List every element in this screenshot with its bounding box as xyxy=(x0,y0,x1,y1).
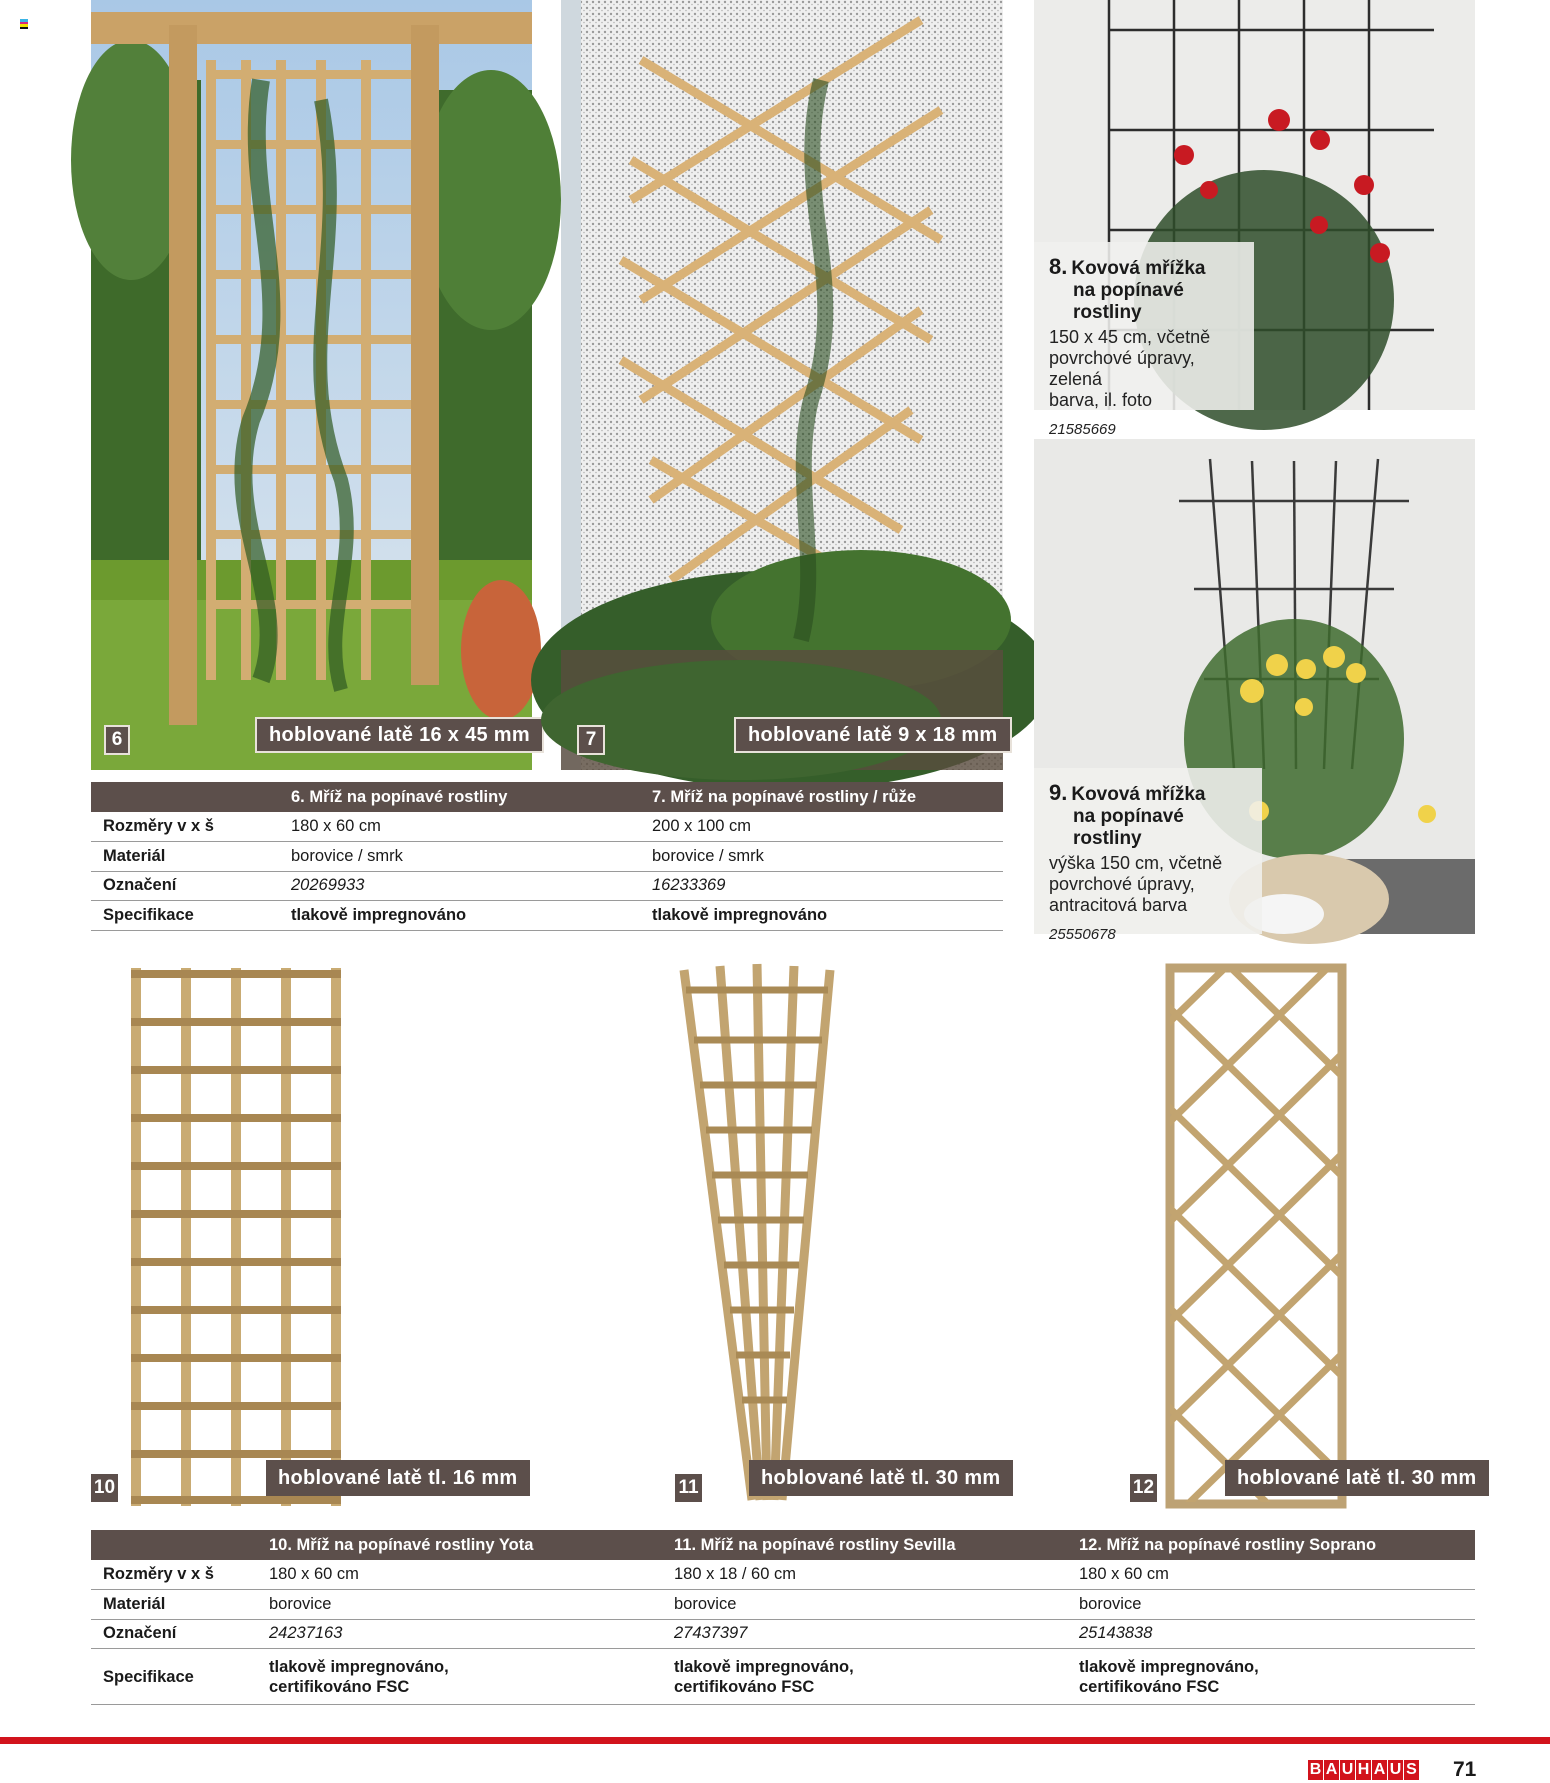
slat-size-label: hoblované latě tl. 30 mm xyxy=(749,1460,1013,1496)
product-code: 25550678 xyxy=(1049,926,1116,943)
product-code: 21585669 xyxy=(1049,421,1116,438)
product-description xyxy=(1049,327,1240,411)
wall-trellis-image xyxy=(561,0,1003,770)
footer-divider xyxy=(0,1737,1550,1744)
product-photo-11 xyxy=(672,960,1012,1506)
table-cell xyxy=(1067,1649,1475,1705)
header-cell: 12. Mříž na popínavé rostliny Soprano xyxy=(1067,1530,1475,1560)
print-color-mark-icon xyxy=(20,19,28,29)
cell-line: certifikováno FSC xyxy=(674,1677,815,1696)
table-cell: 27437397 xyxy=(662,1619,1067,1649)
table-cell: 20269933 xyxy=(279,871,640,901)
logo-letter: A xyxy=(1373,1761,1386,1778)
diamond-trellis-image xyxy=(1128,960,1475,1506)
logo-letter: U xyxy=(1341,1761,1354,1778)
header-cell: 10. Mříž na popínavé rostliny Yota xyxy=(257,1530,662,1560)
table-cell: 24237163 xyxy=(257,1619,662,1649)
product-description xyxy=(1049,853,1248,916)
spec-table-top xyxy=(91,782,1003,931)
table-cell: 180 x 60 cm xyxy=(257,1560,662,1590)
table-cell: 180 x 60 cm xyxy=(279,812,640,842)
row-label: Materiál xyxy=(91,842,279,872)
table-row xyxy=(91,1619,1475,1649)
product-number: 8. xyxy=(1049,254,1068,279)
cell-line: tlakově impregnováno, xyxy=(674,1657,854,1676)
table-row xyxy=(91,812,1003,842)
product-number-badge: 12 xyxy=(1130,1474,1157,1502)
table-cell: borovice xyxy=(257,1590,662,1620)
slat-size-label: hoblované latě 16 x 45 mm xyxy=(255,717,544,753)
logo-letter: U xyxy=(1389,1761,1402,1778)
table-cell: borovice xyxy=(662,1590,1067,1620)
desc-line: barva, il. foto xyxy=(1049,390,1153,410)
table-cell xyxy=(257,1649,662,1705)
table-cell: 16233369 xyxy=(640,871,1003,901)
row-label: Označení xyxy=(91,871,279,901)
header-cell: 11. Mříž na popínavé rostliny Sevilla xyxy=(662,1530,1067,1560)
product-photo-10 xyxy=(91,960,521,1506)
desc-line: povrchové úpravy, xyxy=(1049,874,1195,894)
cell-line: tlakově impregnováno, xyxy=(269,1657,449,1676)
product-title xyxy=(1049,256,1240,324)
header-cell: 6. Mříž na popínavé rostliny xyxy=(279,782,640,812)
fan-trellis-image xyxy=(672,960,1012,1506)
cell-line: certifikováno FSC xyxy=(1079,1677,1220,1696)
cell-line: tlakově impregnováno, xyxy=(1079,1657,1259,1676)
product-number-badge: 7 xyxy=(577,725,605,755)
desc-line: 150 x 45 cm, včetně xyxy=(1049,327,1211,347)
table-row xyxy=(91,871,1003,901)
slat-size-label: hoblované latě tl. 16 mm xyxy=(266,1460,530,1496)
square-trellis-image xyxy=(91,960,521,1506)
logo-letter: A xyxy=(1325,1761,1338,1778)
desc-line: výška 150 cm, včetně xyxy=(1049,853,1223,873)
product-title-line1: Kovová mřížka xyxy=(1071,258,1206,279)
desc-line: antracitová barva xyxy=(1049,895,1188,915)
table-row xyxy=(91,901,1003,931)
slat-size-label: hoblované latě 9 x 18 mm xyxy=(734,717,1012,753)
product-title-line2: na popínavé rostliny xyxy=(1073,280,1184,323)
row-label: Rozměry v x š xyxy=(91,812,279,842)
table-cell xyxy=(662,1649,1067,1705)
header-cell: 7. Mříž na popínavé rostliny / růže xyxy=(640,782,1003,812)
table-cell: borovice xyxy=(1067,1590,1475,1620)
row-label: Označení xyxy=(91,1619,257,1649)
table-cell: tlakově impregnováno xyxy=(279,901,640,931)
table-row xyxy=(91,1560,1475,1590)
product-number-badge: 11 xyxy=(675,1474,702,1502)
header-cell xyxy=(91,782,279,812)
product-number-badge: 6 xyxy=(104,725,130,755)
product-title-line2: na popínavé rostliny xyxy=(1073,806,1184,849)
product-number: 9. xyxy=(1049,780,1068,805)
row-label: Specifikace xyxy=(91,1649,257,1705)
product-number-badge: 10 xyxy=(91,1474,118,1502)
table-row xyxy=(91,1590,1475,1620)
row-label: Materiál xyxy=(91,1590,257,1620)
table-cell: 25143838 xyxy=(1067,1619,1475,1649)
row-label: Rozměry v x š xyxy=(91,1560,257,1590)
product-photo-6 xyxy=(91,0,532,770)
table-row xyxy=(91,1649,1475,1705)
logo-letter: S xyxy=(1404,1760,1419,1780)
table-header-row xyxy=(91,1530,1475,1560)
table-cell: borovice / smrk xyxy=(640,842,1003,872)
logo-letter: B xyxy=(1309,1761,1322,1778)
table-header-row xyxy=(91,782,1003,812)
product-photo-9 xyxy=(1034,439,1475,943)
table-cell: 180 x 18 / 60 cm xyxy=(662,1560,1067,1590)
table-cell: 180 x 60 cm xyxy=(1067,1560,1475,1590)
table-cell: 200 x 100 cm xyxy=(640,812,1003,842)
table-row xyxy=(91,842,1003,872)
page-number: 71 xyxy=(1453,1758,1477,1781)
cell-line: certifikováno FSC xyxy=(269,1677,410,1696)
product-title-line1: Kovová mřížka xyxy=(1071,784,1206,805)
spec-table-bottom xyxy=(91,1530,1475,1705)
product-photo-8 xyxy=(1034,0,1475,438)
logo-letter: H xyxy=(1357,1761,1370,1778)
desc-line: povrchové úpravy, zelená xyxy=(1049,348,1195,389)
product-photo-12 xyxy=(1128,960,1475,1506)
product-photo-7 xyxy=(561,0,1003,770)
product-info-box-9 xyxy=(1034,768,1262,943)
slat-size-label: hoblované latě tl. 30 mm xyxy=(1225,1460,1489,1496)
garden-trellis-image xyxy=(91,0,532,770)
product-info-box-8 xyxy=(1034,242,1254,438)
table-cell: borovice / smrk xyxy=(279,842,640,872)
row-label: Specifikace xyxy=(91,901,279,931)
header-cell xyxy=(91,1530,257,1560)
table-cell: tlakově impregnováno xyxy=(640,901,1003,931)
bauhaus-logo xyxy=(1308,1760,1419,1780)
product-title xyxy=(1049,782,1248,850)
